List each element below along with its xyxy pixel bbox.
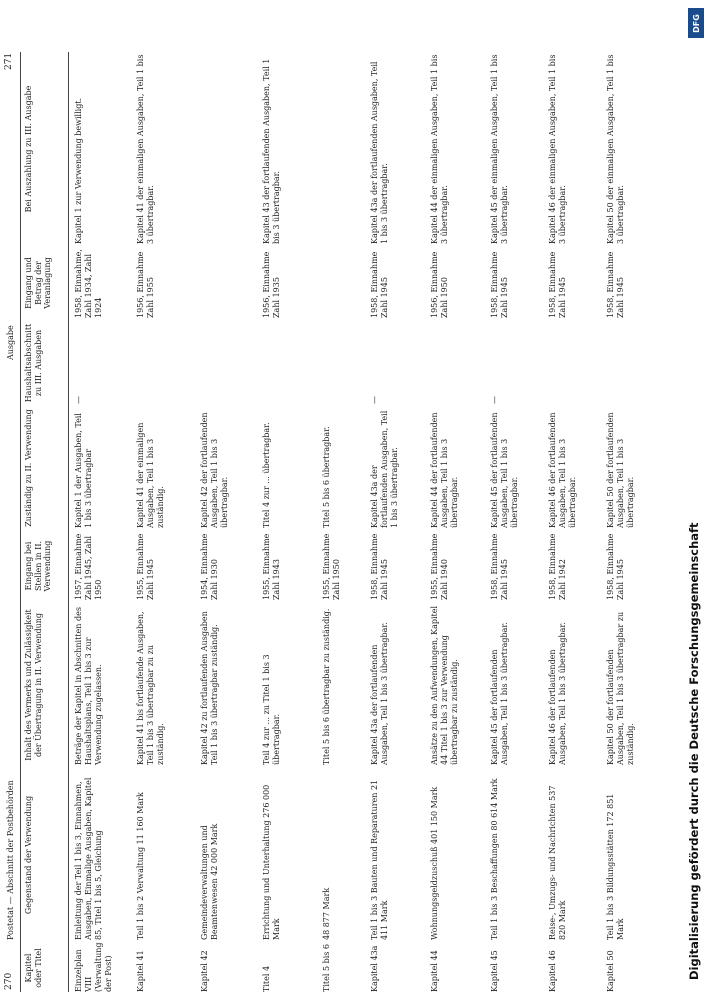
page-number-right: 271 xyxy=(4,52,14,70)
col-header-4: Eingang bei Stellen in II. Verwendung xyxy=(24,540,52,592)
row-10-cell-c8: Kapitel 50 der einmaligen Ausgaben, Teil 1 bis 3 übertragbar. xyxy=(606,54,625,244)
row-1-cell-c5: Kapitel 1 der Ausgaben, Teil 1 bis 3 übertragbar xyxy=(74,413,93,528)
row-1-cell-c8: Kapitel 1 zur Verwendung bewilligt. xyxy=(74,97,83,244)
row-8-cell-c8: Kapitel 45 der einmaligen Ausgaben, Teil 1 bis 3 übertragbar. xyxy=(490,54,509,244)
row-5-cell-c5: Titel 5 bis 6 übertragbar. xyxy=(322,426,331,528)
row-4-cell-c7: 1956, Einnahme Zahl 1935 xyxy=(262,251,281,318)
col-header-7: Eingang und Betrag der Veranlagung xyxy=(24,257,52,309)
row-6-cell-c2: Teil 1 bis 3 Bauten und Reparaturen 21 411 Mark xyxy=(370,779,389,940)
header-bottom-rule xyxy=(68,52,69,992)
row-7-cell-c7: 1956, Einnahme Zahl 1950 xyxy=(430,251,449,318)
row-3-cell-c4: 1954, Einnahme Zahl 1930 xyxy=(200,533,219,600)
row-2-cell-c1: Kapitel 41 xyxy=(136,950,145,992)
row-4-cell-c1: Titel 4 xyxy=(262,965,271,992)
row-7-cell-c5: Kapitel 44 der fortlaufenden Ausgaben, Teil 1 bis 3 übertragbar. xyxy=(430,412,459,528)
row-2-cell-c2: Teil 1 bis 2 Verwaltung 11 160 Mark xyxy=(136,792,145,940)
row-3-cell-c3: Kapitel 42 zu fortlaufenden Ausgaben Teil 1 bis 3 übertragbar zuständig. xyxy=(200,611,219,765)
row-1-cell-c7: 1958, Einnahme, Zahl 1934, Zahl 1924 xyxy=(74,249,103,318)
row-6-cell-c5: Kapitel 43a der fortlaufenden Ausgaben, Teil 1 bis 3 übertragbar. xyxy=(370,410,399,528)
row-1-cell-c3: Beträge der Kapitel in Abschnitten des Haushaltsplans, Teil 1 bis 3 zur Verwendung zugelassen. xyxy=(74,607,103,765)
row-3-cell-c5: Kapitel 42 der fortlaufenden Ausgaben, Teil 1 bis 3 übertragbar. xyxy=(200,412,229,528)
running-header-left: Postetat — Abschnitt der Postbehörden xyxy=(6,780,15,940)
row-7-cell-c3: Ansätze zu den Aufwendungen, Kapitel 44 Titel 1 bis 3 zur Verwendung übertragbar zu zuständig. xyxy=(430,605,459,765)
rotated-document-page xyxy=(0,40,684,1000)
row-7-cell-c1: Kapitel 44 xyxy=(430,950,439,992)
row-5-cell-c1: Titel 5 bis 6 xyxy=(322,944,331,992)
row-5-cell-c4: 1955, Einnahme Zahl 1950 xyxy=(322,533,341,600)
row-10-cell-c3: Kapitel 50 der fortlaufenden Ausgaben, Teil 1 bis 3 übertragbar zu zuständig. xyxy=(606,611,635,765)
row-7-cell-c2: Wohnungsgeldzuschuß 401 150 Mark xyxy=(430,786,439,940)
row-8-cell-c7: 1958, Einnahme Zahl 1945 xyxy=(490,251,509,318)
row-10-cell-c4: 1958, Einnahme Zahl 1945 xyxy=(606,533,625,600)
row-4-cell-c2: Errichtung und Unterhaltung 276 000 Mark xyxy=(262,784,281,940)
dfg-logo-icon xyxy=(688,8,704,38)
header-top-rule xyxy=(20,52,21,992)
row-4-cell-c5: Titel 4 zur ... übertragbar. xyxy=(262,422,271,528)
row-1-cell-c6: — xyxy=(74,396,83,404)
row-8-cell-c4: 1958, Einnahme Zahl 1945 xyxy=(490,533,509,600)
row-8-cell-c6: — xyxy=(490,396,499,404)
row-8-cell-c2: Teil 1 bis 3 Beschaffungen 80 614 Mark xyxy=(490,778,499,940)
row-9-cell-c4: 1958, Einnahme Zahl 1942 xyxy=(548,533,567,600)
col-header-3: Inhalt des Vermerks und Zulässigkeit der Übertragung in II. Verwendung xyxy=(24,609,43,761)
dfg-banner-text: Digitalisierung gefördert durch die Deutsche Forschungsgemeinschaft xyxy=(687,522,701,980)
dfg-logo-text: DFG xyxy=(691,13,701,33)
row-5-cell-c2: 48 877 Mark xyxy=(322,887,331,940)
row-8-cell-c1: Kapitel 45 xyxy=(490,950,499,992)
row-3-cell-c1: Kapitel 42 xyxy=(200,950,209,992)
row-10-cell-c1: Kapitel 50 xyxy=(606,950,615,992)
row-6-cell-c4: 1958, Einnahme Zahl 1945 xyxy=(370,533,389,600)
row-4-cell-c8: Kapitel 43 der fortlaufenden Ausgaben, Teil 1 bis 3 übertragbar. xyxy=(262,58,281,244)
col-header-6: Haushaltsabschnitt zu III. Ausgaben xyxy=(24,323,43,403)
row-6-cell-c3: Kapitel 43a der fortlaufenden Ausgaben, Teil 1 bis 3 übertragbar. xyxy=(370,622,389,765)
row-2-cell-c4: 1955, Einnahme Zahl 1945 xyxy=(136,533,155,600)
row-9-cell-c7: 1958, Einnahme Zahl 1945 xyxy=(548,251,567,318)
row-1-cell-c2: Einleitung der Teil 1 bis 3, Einnahmen, Ausgaben, Einmalige Ausgaben, Kapitel 85, Titel 1 bis 5, Gleichung xyxy=(74,777,103,940)
row-5-cell-c3: Titel 5 bis 6 übertragbar zu zuständig. xyxy=(322,608,331,765)
row-8-cell-c5: Kapitel 45 der fortlaufenden Ausgaben, Teil 1 bis 3 übertragbar. xyxy=(490,412,519,528)
row-9-cell-c5: Kapitel 46 der fortlaufenden Ausgaben, Teil 1 bis 3 übertragbar. xyxy=(548,412,577,528)
col-header-1: Kapitel oder Titel xyxy=(24,948,43,988)
row-6-cell-c7: 1958, Einnahme Zahl 1945 xyxy=(370,251,389,318)
row-2-cell-c8: Kapitel 41 der einmaligen Ausgaben, Teil 1 bis 3 übertragbar. xyxy=(136,54,155,244)
row-2-cell-c7: 1956, Einnahme Zahl 1955 xyxy=(136,251,155,318)
row-6-cell-c1: Kapitel 43a xyxy=(370,945,379,992)
dfg-banner xyxy=(682,10,706,990)
row-6-cell-c6: — xyxy=(370,396,379,404)
row-4-cell-c3: Teil 4 zur ... zu Titel 1 bis 3 übertragbar. xyxy=(262,654,281,765)
row-8-cell-c3: Kapitel 45 der fortlaufenden Ausgaben, Teil 1 bis 3 übertragbar. xyxy=(490,622,509,765)
row-7-cell-c4: 1955, Einnahme Zahl 1940 xyxy=(430,533,449,600)
row-9-cell-c3: Kapitel 46 der fortlaufenden Ausgaben, Teil 1 bis 3 übertragbar. xyxy=(548,622,567,765)
row-9-cell-c2: Reise-, Umzugs- und Nachrichten 537 820 Mark xyxy=(548,785,567,940)
row-7-cell-c8: Kapitel 44 der einmaligen Ausgaben, Teil 1 bis 3 übertragbar. xyxy=(430,54,449,244)
page-number-left: 270 xyxy=(4,972,14,990)
row-9-cell-c1: Kapitel 46 xyxy=(548,950,557,992)
row-10-cell-c2: Teil 1 bis 3 Bildungsstätten 172 851 Mark xyxy=(606,793,625,940)
col-header-5: Zuständig zu II. Verwendung xyxy=(24,409,33,527)
row-3-cell-c2: Gemeindeverwaltungen und Beamtenwesen 42 000 Mark xyxy=(200,823,219,940)
row-6-cell-c8: Kapitel 43a der fortlaufenden Ausgaben, Teil 1 bis 3 übertragbar. xyxy=(370,61,389,244)
running-header-right: Ausgabe xyxy=(6,325,15,360)
row-9-cell-c8: Kapitel 46 der einmaligen Ausgaben, Teil 1 bis 3 übertragbar. xyxy=(548,54,567,244)
row-10-cell-c5: Kapitel 50 der fortlaufenden Ausgaben, Teil 1 bis 3 übertragbar. xyxy=(606,412,635,528)
row-2-cell-c3: Kapitel 41 bis fortlaufende Ausgaben, Teil 1 bis 3 übertragbar zu zu zuständig. xyxy=(136,611,165,765)
col-header-8: Bei Auszahlung zu III. Ausgabe xyxy=(24,85,33,213)
row-4-cell-c4: 1955, Einnahme Zahl 1943 xyxy=(262,533,281,600)
col-header-2: Gegenstand der Verwendung xyxy=(24,795,33,915)
row-2-cell-c5: Kapitel 41 der einmaligen Ausgaben, Teil 1 bis 3 zuständig. xyxy=(136,422,165,528)
row-1-cell-c4: 1957, Einnahme Zahl 1945, Zahl 1950 xyxy=(74,533,103,600)
row-10-cell-c7: 1958, Einnahme Zahl 1945 xyxy=(606,251,625,318)
row-1-cell-c1: Einzelplan VIII (Verwaltung der Post) xyxy=(74,942,113,992)
